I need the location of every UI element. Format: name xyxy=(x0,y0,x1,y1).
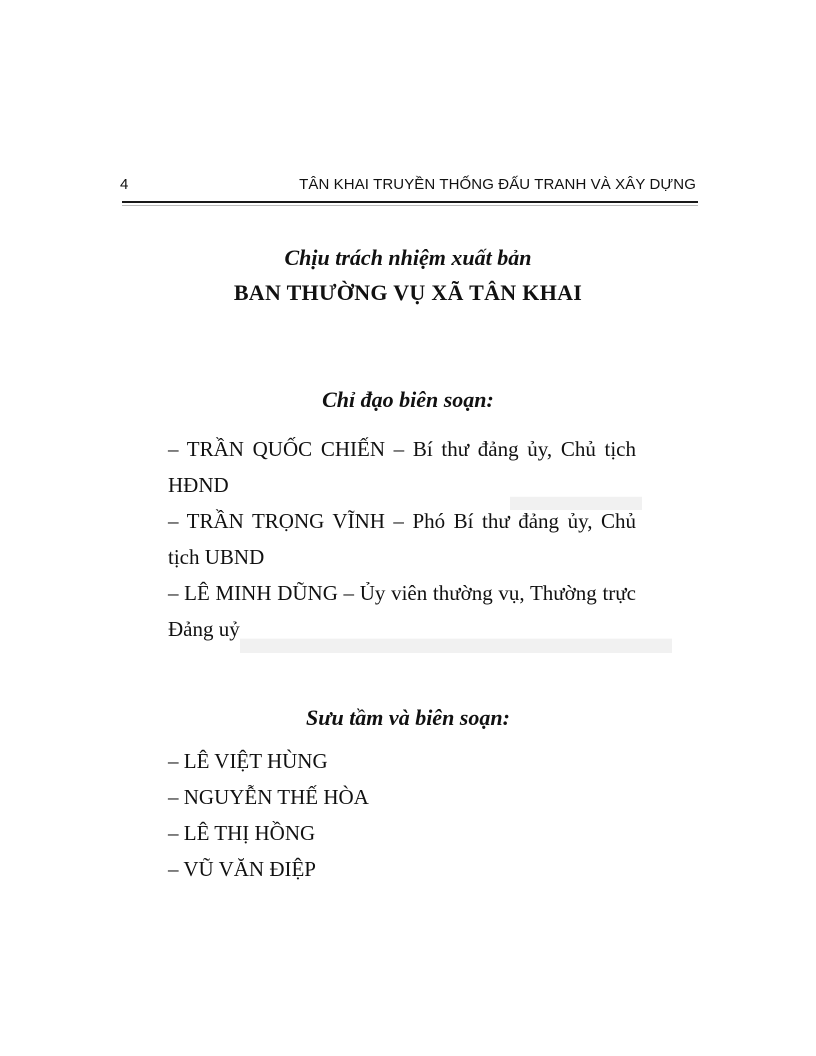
publisher-responsibility-label: Chịu trách nhiệm xuất bản xyxy=(284,245,532,270)
directors-list xyxy=(168,431,636,647)
page-number: 4 xyxy=(120,176,129,193)
bleed-through-mark: ▬▬▬ xyxy=(510,471,642,520)
list-item: – LÊ VIỆT HÙNG xyxy=(168,749,328,773)
bleed-through-mark: ▬▬▬▬▬▬▬▬▬ xyxy=(240,611,672,664)
list-item: – TRẦN TRỌNG VĨNH – Phó Bí thư đảng ủy, Chủ tịch UBND xyxy=(168,509,636,569)
running-header xyxy=(120,176,696,198)
directors-heading: Chỉ đạo biên soạn: xyxy=(322,387,494,412)
list-item: – LÊ THỊ HỒNG xyxy=(168,821,316,845)
list-item: – TRẦN QUỐC CHIẾN – Bí thư đảng ủy, Chủ tịch HĐND xyxy=(168,437,636,497)
compilers-list xyxy=(168,743,636,887)
list-item: – LÊ MINH DŨNG – Ủy viên thường vụ, Thường trực Đảng uỷ xyxy=(168,581,636,641)
list-item: – NGUYỄN THẾ HÒA xyxy=(168,785,369,809)
publisher-name: BAN THƯỜNG VỤ XÃ TÂN KHAI xyxy=(233,280,583,305)
compilers-heading: Sưu tầm và biên soạn: xyxy=(306,705,510,730)
header-rule xyxy=(122,201,698,203)
running-title: TÂN KHAI TRUYỀN THỐNG ĐẤU TRANH VÀ XÂY DỰNG xyxy=(299,176,696,193)
list-item: – VŨ VĂN ĐIỆP xyxy=(168,857,316,881)
header-rule-secondary xyxy=(122,205,698,206)
